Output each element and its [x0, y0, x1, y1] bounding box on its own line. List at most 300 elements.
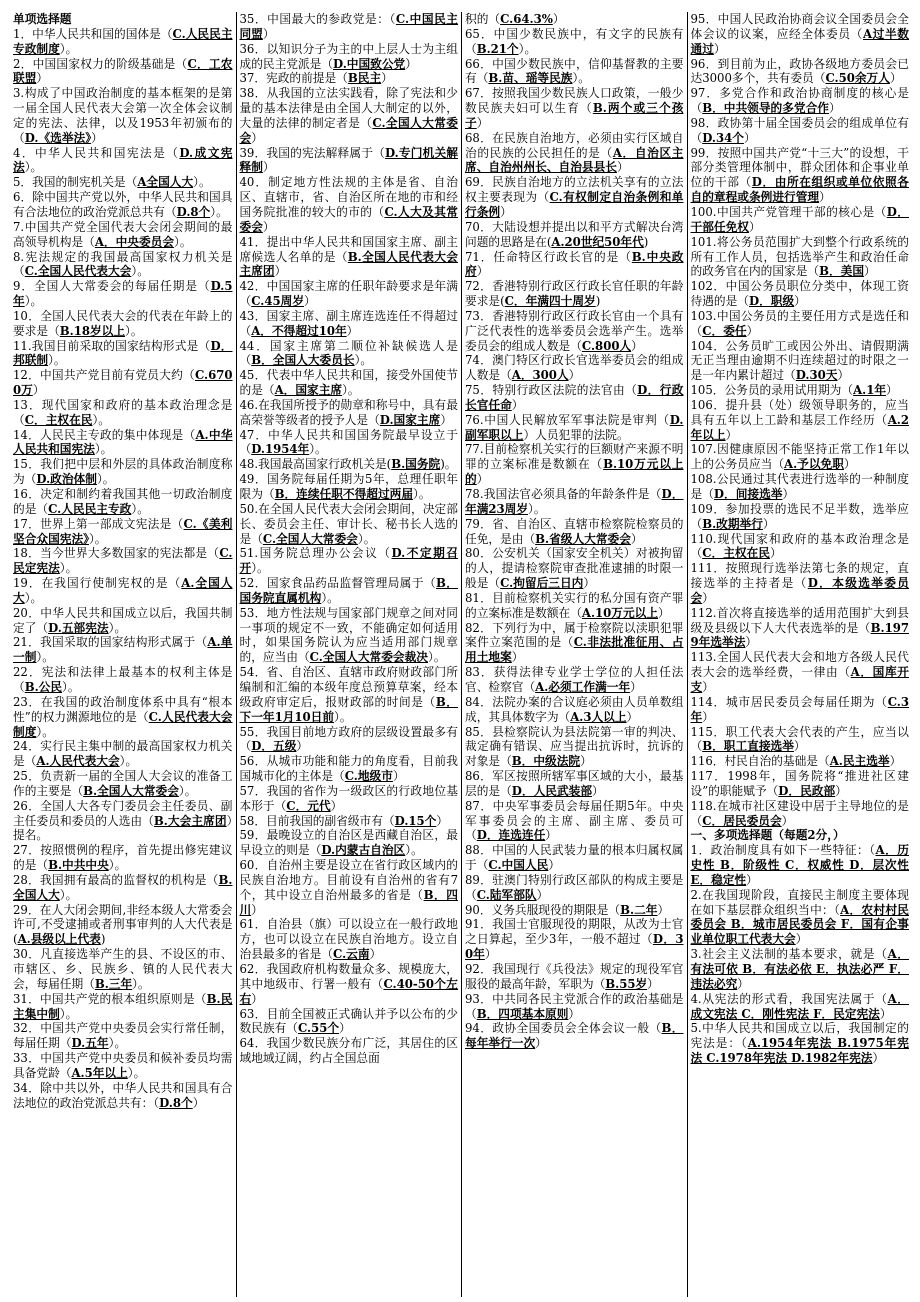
question-item [691, 309, 910, 339]
answer-text: B.二年 [620, 902, 658, 917]
answer-text: A.10万元以上 [581, 605, 659, 620]
answer-text: A.予以免职 [784, 457, 844, 472]
answer-text: D．邦联制 [13, 338, 233, 368]
question-text: 39．我国的宪法解释属于（ [239, 145, 385, 160]
question-item [465, 903, 684, 918]
answer-text: D．本级选举委员会 [690, 576, 909, 605]
question-item [465, 57, 684, 87]
question-item [240, 86, 459, 145]
question-text: 21．我国采取的国家结构形式属于（ [13, 635, 208, 650]
question-text: 110.现代国家和政府的基本政治理念是（ [690, 531, 909, 561]
question-text: 14．人民民主专政的集中体现是（ [13, 427, 196, 442]
answer-text: B．四项基本原则 [476, 1006, 569, 1021]
question-tail: ）。 [354, 353, 373, 368]
question-text: 35．中国最大的参政党是：（ [239, 12, 396, 26]
question-item [240, 339, 459, 369]
question-text: 77.目前检察机关实行的巨额财产来源不明罪的立案标准是数额在（ [465, 442, 684, 472]
question-text: 13．现代国家和政府的基本政治理念是（ [13, 397, 233, 427]
question-text: 117．1998年，国务院将“推进社区建设”的职能赋予（ [690, 769, 909, 798]
question-text: 56．从城市功能和能力的角度看，目前我国城市化的主体是（ [239, 754, 458, 784]
question-text: 积的（ [465, 12, 501, 26]
question-text: 18．当今世界大多数国家的宪法都是（ [13, 546, 220, 561]
question-item [465, 843, 684, 873]
question-tail: ） [630, 679, 642, 694]
answer-text: D.15个 [394, 813, 437, 828]
question-tail: ）。 [528, 501, 546, 516]
question-item [465, 27, 684, 57]
question-text: 16．决定和制约着我国其他一切政治制度的是（ [13, 487, 233, 516]
question-text: 12．中国共产党目前有党员大约（ [13, 368, 195, 383]
answer-text: D.1954年 [251, 442, 310, 457]
question-item [465, 250, 684, 280]
question-column [236, 12, 462, 1297]
answer-text: B.55岁 [605, 976, 648, 991]
section-heading [13, 12, 233, 27]
answer-text: C.40-50个左右 [239, 976, 458, 1006]
answer-text: C.50余万人 [825, 71, 890, 86]
question-text: 17．世界上第一部成文宪法是（ [13, 516, 184, 531]
question-item [13, 1051, 233, 1081]
question-text: 111．按照现行选举法第七条的规定，直接选举的主持者是（ [690, 561, 909, 591]
question-text: 82．下列行为中，属于检察院以渎职犯罪案件立案范围的是（ [465, 620, 684, 650]
question-text: 100.中国共产党管理干部的核心是（ [690, 204, 887, 219]
question-tail: ）。 [62, 679, 80, 694]
answer-text: D.34个 [702, 130, 744, 145]
question-tail: ）。 [342, 383, 360, 398]
question-item [240, 146, 459, 176]
question-text: 107.因健康原因不能坚持正常工作1年以上的公务员应当（ [690, 442, 909, 472]
answer-text: B．国务院直属机构 [239, 576, 458, 605]
question-item [13, 992, 233, 1022]
question-tail: ）。 [94, 442, 113, 457]
question-item [13, 1081, 233, 1111]
question-text: 4.从宪法的形式看，我国宪法属于（ [690, 991, 888, 1006]
question-item [691, 754, 910, 769]
answer-text: A全国人大 [137, 175, 194, 190]
question-tail: ） [702, 679, 714, 694]
question-text: 53．地方性法规与国家部门规章之间对同一事项的规定不一致，不能确定如何适用时，如果国务院认为应当适用部门规章的，应当由（ [239, 605, 458, 665]
question-item [240, 1007, 459, 1037]
question-item [13, 428, 233, 458]
answer-text: B.18岁以上 [59, 323, 126, 338]
answer-text: C．委任 [702, 323, 747, 338]
question-item [465, 131, 684, 176]
question-tail: ）。 [334, 709, 352, 724]
question-text: 44．国家主席第二顺位补缺候选人是（ [239, 338, 458, 368]
answer-text: B.1979年选举法 [690, 620, 909, 650]
question-tail: ）。 [210, 204, 228, 219]
answer-text: D．职级 [748, 294, 795, 309]
question-item [691, 383, 910, 398]
answer-text: A.人民代表大会 [36, 754, 120, 769]
answer-text: C.《美利坚合众国宪法》 [13, 516, 233, 546]
answer-text: C.非法批准征用、占用土地案 [465, 635, 684, 665]
question-text: 49．国务院每届任期为5年，总理任职年限为（ [239, 472, 458, 501]
question-tail: ）。 [125, 323, 143, 338]
question-item [240, 606, 459, 665]
answer-text: C．元代 [286, 798, 331, 813]
question-text: 24．实行民主集中制的最高国家权力机关是（ [13, 739, 233, 769]
question-tail: ） [580, 754, 592, 769]
answer-text: C.人大及其常委会 [239, 204, 458, 234]
answer-text: D.国家主席 [379, 412, 441, 427]
question-item [240, 42, 459, 72]
question-tail: ） [583, 576, 596, 591]
question-item [240, 828, 459, 858]
question-column [687, 12, 913, 1297]
question-tail: ）。 [59, 887, 78, 902]
question-tail: ） [746, 872, 758, 887]
answer-text: C.中国民主同盟 [239, 12, 458, 41]
answer-text: A.5年以上 [71, 1065, 128, 1080]
question-tail: ）。 [178, 783, 197, 798]
question-item [691, 146, 910, 205]
answer-text: A过半数通过 [690, 26, 909, 56]
question-item [465, 725, 684, 770]
answer-text: C．主权在民 [24, 412, 93, 427]
question-text: 1．中华人民共和国的国体是（ [13, 26, 173, 41]
question-tail: ）提名。 [13, 813, 233, 843]
question-tail: ） [346, 323, 359, 338]
question-tail: ） [657, 902, 670, 917]
question-tail: ） [440, 412, 453, 427]
question-item [691, 339, 910, 384]
question-tail: ）。 [131, 264, 149, 279]
question-item [465, 220, 684, 250]
answer-text: B．连续任职不得超过两届 [274, 487, 414, 501]
question-item [691, 12, 910, 57]
answer-text: D.8个 [176, 204, 211, 219]
question-text: 32．中国共产党中央委员会实行常任制，每届任期（ [13, 1021, 233, 1051]
answer-text: D.8个 [159, 1095, 193, 1110]
question-text: 26．全国人大各专门委员会主任委员、副主任委员和委员的人选由（ [13, 798, 233, 828]
question-tail: ） [864, 264, 876, 279]
question-item [691, 442, 910, 472]
answer-text: C.全国人大常委会 [239, 115, 458, 145]
question-text: 102．中国公务员职位分类中，体现工资待遇的是（ [690, 279, 909, 309]
question-tail: ） [702, 590, 714, 605]
question-item [691, 992, 910, 1022]
question-text: 72．香港特别行政区行政长官任职的年龄要求是( [465, 279, 684, 309]
question-item [691, 398, 910, 443]
answer-text: C.64.3% [500, 12, 553, 26]
question-tail: ） [889, 71, 902, 86]
answer-text: C．年满四十周岁 [504, 294, 596, 309]
question-item [13, 339, 233, 369]
question-tail: ） [330, 798, 343, 813]
question-text: 29．在人大闭会期间,非经本级人大常委会许可,不受逮捕或者刑事审判的人大代表是( [13, 902, 233, 947]
question-text: 91．我国士官服现役的期限，从改为士官之日算起，至少3年，一般不超过（ [465, 917, 684, 947]
question-item [240, 71, 459, 86]
question-tail: ）。 [174, 234, 192, 249]
answer-text: C.全国人民代表大会 [24, 264, 132, 279]
question-item [465, 962, 684, 992]
question-item [465, 442, 684, 487]
answer-text: D.不定期召开 [239, 546, 458, 576]
question-tail: ）。 [357, 531, 376, 546]
question-tail: ）。 [127, 1065, 146, 1080]
question-item [691, 116, 910, 146]
answer-text: A．历史性 B．阶级性 C．权威性 D．层次性 E．稳定性 [690, 843, 909, 887]
answer-text: D.成文宪法 [13, 145, 233, 175]
question-tail: ） [626, 709, 639, 724]
question-item [691, 86, 910, 116]
question-text: 113.全国人民代表大会和地方各级人民代表大会的选举经费，一律由（ [690, 650, 909, 680]
question-text: 69．民族自治地方的立法机关享有的立法权主要表现为（ [465, 175, 684, 205]
question-text: 62．我国政府机构数量众多、规模庞大，其中地级市、行署一般有（ [239, 962, 458, 991]
question-tail: ） [476, 264, 489, 279]
question-tail: ） [886, 383, 898, 398]
answer-text: D.《选举法》 [24, 130, 92, 145]
question-tail: ） [737, 976, 749, 991]
question-item [240, 398, 459, 428]
question-tail: ）。 [108, 620, 127, 635]
question-tail: ）。 [108, 858, 127, 873]
question-tail: ) [643, 234, 649, 249]
question-tail: ) [100, 932, 106, 947]
question-text: 115．职工代表大会代表的产生，应当以（ [690, 724, 909, 754]
question-text: 106．提升县（处）级领导职务的，应当具有五年以上工龄和基层工作经历（ [690, 397, 909, 427]
question-item [13, 546, 233, 576]
question-item [13, 665, 233, 695]
question-item [691, 1021, 910, 1066]
question-item [13, 799, 233, 844]
answer-text: C.拘留后三日内 [500, 576, 584, 591]
question-tail: ） [548, 858, 561, 873]
question-text: 99．按照中国共产党“十三大”的设想，干部分类管理体制中，群众团体和企事业单位的干部（ [690, 145, 909, 190]
question-text: 65．中国少数民族中，有文字的民族有（ [465, 26, 684, 56]
question-text: 46.在我国所授予的勋章和称号中，具有最高荣誉等级者的授予人是（ [239, 397, 458, 427]
question-item [465, 769, 684, 799]
question-tail: ） [793, 739, 806, 754]
question-item [465, 992, 684, 1022]
question-item [465, 353, 684, 383]
question-item [13, 576, 233, 606]
question-item [240, 12, 459, 42]
question-item [13, 457, 233, 487]
question-text: 70．大陆设想并提出以和平方式解决台湾问题的思路是在( [465, 219, 684, 249]
answer-text: B.苗、瑶等民族 [488, 71, 573, 86]
question-text: 5.中华人民共和国成立以后，我国制定的宪法是：（ [690, 1021, 909, 1051]
question-text: 73．香港特别行政区行政长官由一个具有广泛代表性的选举委员会选举产生。选举委员会的组成人数是（ [465, 308, 684, 353]
answer-text: A．不得超过10年 [251, 323, 347, 338]
answer-text: B.三年 [94, 976, 133, 991]
question-item [13, 27, 233, 57]
question-text: 97．多党合作和政治协商制度的核心是（ [690, 86, 909, 116]
question-tail: ） [32, 383, 45, 398]
question-text: 43．国家主席、副主席连选连任不得超过（ [239, 308, 458, 338]
question-tail: ） [743, 130, 756, 145]
question-text: 10．全国人民代表大会的代表在年龄上的要求是（ [13, 308, 233, 338]
question-item [691, 205, 910, 235]
question-text: 103.中国公务员的主要任用方式是选任和（ [690, 308, 909, 338]
question-tail: )。 [440, 457, 457, 472]
question-text: 40．制定地方性法规的主体是省、自治区、直辖市，省、自治区所在地的市和经国务院批准的较大的市的（ [239, 175, 458, 219]
question-text: 33．中国共产党中央委员和候补委员均需具备党龄（ [13, 1051, 233, 1080]
question-tail: ） [304, 294, 316, 309]
question-text: 5．我国的制宪机关是（ [13, 175, 138, 190]
question-tail: ） [889, 754, 902, 769]
answer-text: B．中共领导的多党合作 [702, 101, 829, 116]
question-tail: ） [835, 783, 847, 798]
question-text: 71．任命特区行政长官的是（ [465, 249, 632, 264]
question-column [10, 12, 236, 1297]
answer-text: A.全国人大 [13, 576, 233, 605]
question-text: 94．政协全国委员会全体会议一般（ [465, 1021, 662, 1036]
question-text: 95．中国人民政治协商会议全国委员会全体会议的议案，应经全体委员（ [690, 12, 909, 41]
answer-text: A．有法可依 B．有法必依 E．执法必严 F．违法必究 [690, 947, 909, 991]
answer-text: D.专门机关解释制 [239, 145, 458, 175]
question-tail: ）。 [405, 843, 423, 858]
answer-text: B.全国人大 [13, 872, 233, 902]
question-text: 30．凡直接选举产生的县、不设区的市、市辖区、乡、民族乡、镇的人民代表大会，每届任期（ [13, 947, 233, 991]
question-text: 37．宪政的前提是（ [239, 71, 348, 86]
question-tail: ） [511, 650, 524, 665]
question-item [465, 413, 684, 443]
answer-text: A.3人以上 [570, 709, 627, 724]
answer-text: A.2年以上 [690, 412, 909, 442]
question-item [240, 1036, 459, 1066]
question-tail: ） [262, 160, 275, 175]
question-tail: ） [781, 813, 794, 828]
question-text: 118.在城市社区建设中居于主导地位的是（ [690, 798, 909, 828]
question-text: 112.首次将直接选举的适用范围扩大到县级及县级以下人大代表选举的是（ [690, 605, 909, 635]
question-item [13, 279, 233, 309]
question-tail: ） [436, 813, 449, 828]
question-item [691, 843, 910, 888]
answer-text: C.全国人大常委会裁决 [309, 650, 428, 665]
question-text: 48.我国最高国家行政机关是( [239, 457, 392, 472]
answer-text: D．连选连任 [476, 828, 546, 843]
question-text: 83．获得法律专业学士学位的人担任法官、检察官（ [465, 665, 684, 694]
question-tail: ） [762, 516, 775, 531]
question-item [240, 917, 459, 962]
question-text: 85．县检察院认为县法院第一审的判决、裁定确有错误、应当提出抗诉时，抗诉的对象是（ [465, 724, 684, 769]
question-item [691, 502, 910, 532]
question-tail: ） [484, 947, 497, 962]
answer-text: A.中华人民共和国宪法 [13, 427, 233, 457]
question-item [691, 947, 910, 992]
question-item [13, 86, 233, 145]
answer-text: A．中央委员会 [94, 234, 175, 249]
answer-text: B民主 [347, 71, 382, 86]
question-tail: ） [91, 130, 103, 145]
question-item [13, 843, 233, 873]
question-tail: ） [552, 12, 565, 26]
answer-text: C.有权制定自治条例和单行条例 [465, 190, 684, 219]
answer-text: B.全国人大常委会 [83, 783, 179, 798]
question-text: 84．法院办案的合议庭必须由人员单数组成，其具体数字为（ [465, 694, 684, 724]
answer-text: B.国务院 [391, 457, 441, 472]
answer-text: D.副军职以上 [465, 412, 684, 442]
question-item [240, 309, 459, 339]
answer-text: C.人民代表大会制度 [13, 709, 233, 739]
question-tail: ）人员犯罪的法院。 [523, 427, 629, 442]
question-text: 58．目前我国的副省级市有（ [239, 813, 395, 828]
question-item [465, 695, 684, 725]
answer-text: B.大会主席团 [153, 813, 227, 828]
answer-text: C．居民委员会 [702, 813, 782, 828]
question-item [13, 368, 233, 398]
question-item [465, 799, 684, 844]
question-tail: ） [405, 56, 417, 71]
question-item [691, 606, 910, 651]
question-tail: ） [511, 397, 524, 412]
answer-text: C.3年 [690, 694, 909, 724]
question-tail: ） [535, 1036, 547, 1051]
answer-text: C.800人 [581, 338, 632, 353]
question-item [240, 368, 459, 398]
question-item [691, 650, 910, 695]
answer-text: C．主权在民 [702, 546, 770, 561]
question-tail: ）。 [59, 561, 78, 576]
question-text: 22．宪法和法律上最基本的权利主体是（ [13, 665, 233, 694]
question-item [465, 383, 684, 413]
question-tail: ）。 [96, 472, 115, 487]
question-tail: ） [782, 487, 795, 501]
question-item [465, 86, 684, 131]
answer-text: D．间接选举 [713, 487, 783, 501]
answer-text: B．美国 [819, 264, 865, 279]
answer-text: C.45周岁 [251, 294, 305, 309]
question-tail: ） [702, 709, 714, 724]
answer-text: D．30年 [465, 932, 684, 962]
answer-text: D.五年 [71, 1036, 109, 1051]
question-item [240, 754, 459, 784]
question-item [691, 532, 910, 562]
answer-text: D．五级 [251, 739, 297, 754]
question-text: 76.中国人民解放军军事法院是审判（ [465, 412, 670, 427]
answer-text: B.改期举行 [702, 516, 763, 531]
answer-text: A.民主选举 [829, 754, 890, 769]
question-item [465, 309, 684, 354]
question-text: 86．军区按照所辖军事区域的大小，最基层的是（ [465, 769, 684, 798]
question-tail: ）。 [108, 1036, 127, 1051]
question-item [240, 279, 459, 309]
answer-text: C.民定宪法 [13, 546, 233, 576]
question-tail: ） [616, 160, 629, 175]
question-item [13, 769, 233, 799]
question-item [13, 250, 233, 280]
answer-text: A．国家主席 [274, 383, 343, 398]
answer-text: B.公民 [24, 679, 63, 694]
question-tail: ）。 [193, 175, 211, 190]
question-tail: ） [828, 101, 841, 116]
question-tail: ） [476, 115, 489, 130]
question-text: 105．公务员的录用试用期为（ [690, 383, 854, 398]
question-text: 61．自治县（旗）可以设立在一般行政地方，也可以设立在民族自治地方。设立自治县最多的省是（ [239, 917, 458, 962]
question-tail: ）。 [24, 590, 43, 605]
question-text: 60．自治州主要是设立在省行政区域内的民族自治地方。目前设有自治州的省有7个，其中设立自治州最多的省是（ [239, 858, 458, 902]
question-text: 51.国务院总理办公会议（ [239, 546, 392, 561]
question-item [13, 739, 233, 769]
answer-text: D．行政长官任命 [465, 383, 684, 412]
answer-text: D.内蒙古自治区 [321, 843, 406, 858]
question-text: 68．在民族自治地方，必须由实行区域自治的民族的公民担任的是（ [465, 130, 684, 160]
question-tail: ）。 [48, 353, 66, 368]
question-tail: ） [843, 457, 856, 472]
question-text: 88．中国的人民武装力量的根本归属权属于（ [465, 843, 684, 873]
answer-text: B.省级人大常委会 [535, 531, 631, 546]
answer-text: C.全国人大常委会 [262, 531, 358, 546]
question-text: 63．目前全国被正式确认并予以公布的少数民族有（ [239, 1006, 458, 1036]
question-text: 87．中央军事委员会每届任期5年。中央军事委员会的主席、副主席、委员可（ [465, 798, 684, 843]
question-tail: ） [36, 71, 49, 86]
answer-text: A.县级以上代表 [17, 932, 101, 947]
answer-text: B.21个 [476, 41, 519, 56]
answer-text: A．成文宪法 C．刚性宪法 F．民定宪法 [690, 991, 909, 1021]
question-text: 89．驻澳门特别行政区部队的构成主要是（ [465, 872, 684, 902]
